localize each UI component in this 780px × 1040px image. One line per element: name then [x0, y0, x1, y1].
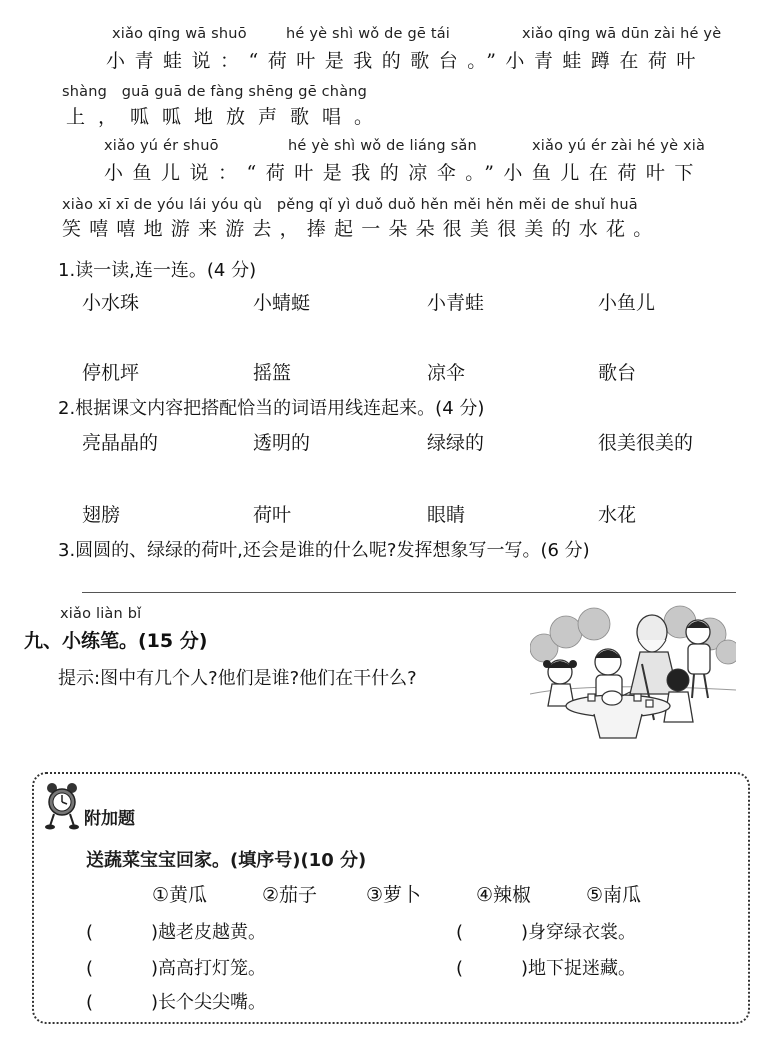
pinyin-3a: xiǎo yú ér shuō — [104, 138, 219, 154]
pinyin-1a: xiǎo qīng wā shuō — [112, 26, 247, 42]
pinyin-4: xiào xī xī de yóu lái yóu qù pěng qǐ yì duǒ duǒ hěn měi hěn měi de shuǐ huā — [62, 197, 638, 213]
blank-row-1[interactable] — [86, 918, 266, 944]
q1-top-2[interactable]: 小蜻蜓 — [253, 292, 311, 314]
blank-open: ( — [86, 922, 94, 943]
section9-pinyin: xiǎo liàn bǐ — [60, 606, 142, 622]
veg-option-3: ③萝卜 — [366, 884, 422, 906]
children-tea-illustration — [530, 602, 736, 746]
pinyin-3c: xiǎo yú ér zài hé yè xià — [532, 138, 706, 154]
blank-clue: )越老皮越黄。 — [151, 922, 267, 943]
q1-title: 1.读一读,连一连。(4 分) — [58, 260, 257, 281]
veg-option-4: ④辣椒 — [476, 884, 532, 906]
passage-line-3: 小鱼儿说：“荷叶是我的凉伞。”小鱼儿在荷叶下 — [104, 162, 703, 184]
q1-top-4[interactable]: 小鱼儿 — [598, 292, 656, 314]
pinyin-3b: hé yè shì wǒ de liáng sǎn — [288, 138, 477, 154]
q2-top-1[interactable]: 亮晶晶的 — [82, 432, 159, 454]
blank-clue: )长个尖尖嘴。 — [151, 992, 267, 1013]
pinyin-2: shàng guā guā de fàng shēng gē chàng — [62, 84, 368, 100]
blank-row-5[interactable] — [86, 988, 266, 1014]
clock-mascot-icon — [44, 780, 80, 830]
q3-title: 3.圆圆的、绿绿的荷叶,还会是谁的什么呢?发挥想象写一写。(6 分) — [58, 540, 590, 561]
blank-open: ( — [86, 958, 94, 979]
girl-back-icon — [664, 669, 693, 722]
q1-bottom-2[interactable]: 摇篮 — [253, 362, 292, 384]
blank-clue: )地下捉迷藏。 — [521, 958, 637, 979]
blank-open: ( — [86, 992, 94, 1013]
q1-bottom-1[interactable]: 停机坪 — [82, 362, 140, 384]
veg-option-1: ①黄瓜 — [152, 884, 208, 906]
blank-row-3[interactable] — [86, 954, 266, 980]
q2-top-3[interactable]: 绿绿的 — [427, 432, 485, 454]
q2-bottom-1[interactable]: 翅膀 — [82, 504, 121, 526]
section9-title: 九、小练笔。(15 分) — [24, 630, 208, 652]
answer-line[interactable] — [82, 592, 736, 593]
q2-bottom-4[interactable]: 水花 — [598, 504, 637, 526]
extra-question: 送蔬菜宝宝回家。(填序号)(10 分) — [86, 850, 367, 871]
extra-title: 附加题 — [84, 809, 135, 829]
blank-row-2[interactable] — [456, 918, 636, 944]
passage-line-4: 笑嘻嘻地游来游去，捧起一朵朵很美很美的水花。 — [62, 218, 661, 240]
blank-open: ( — [456, 958, 464, 979]
pinyin-1c: xiǎo qīng wā dūn zài hé yè — [522, 26, 722, 42]
veg-option-5: ⑤南瓜 — [586, 884, 642, 906]
q1-bottom-3[interactable]: 凉伞 — [427, 362, 466, 384]
blank-clue: )高高打灯笼。 — [151, 958, 267, 979]
passage-line-2: 上，呱呱地放声歌唱。 — [66, 106, 387, 128]
blank-row-4[interactable] — [456, 954, 636, 980]
veg-option-2: ②茄子 — [262, 884, 318, 906]
blank-open: ( — [456, 922, 464, 943]
q2-title: 2.根据课文内容把搭配恰当的词语用线连起来。(4 分) — [58, 398, 485, 419]
q2-top-2[interactable]: 透明的 — [253, 432, 311, 454]
q2-bottom-3[interactable]: 眼睛 — [427, 504, 466, 526]
q2-top-4[interactable]: 很美很美的 — [598, 432, 694, 454]
q1-top-3[interactable]: 小青蛙 — [427, 292, 485, 314]
section9-hint: 提示:图中有几个人?他们是谁?他们在干什么? — [58, 668, 417, 689]
q1-bottom-4[interactable]: 歌台 — [598, 362, 637, 384]
q2-bottom-2[interactable]: 荷叶 — [253, 504, 292, 526]
pinyin-1b: hé yè shì wǒ de gē tái — [286, 26, 451, 42]
blank-clue: )身穿绿衣裳。 — [521, 922, 637, 943]
q1-top-1[interactable]: 小水珠 — [82, 292, 140, 314]
passage-line-1: 小青蛙说：“荷叶是我的歌台。”小青蛙蹲在荷叶 — [106, 50, 705, 72]
